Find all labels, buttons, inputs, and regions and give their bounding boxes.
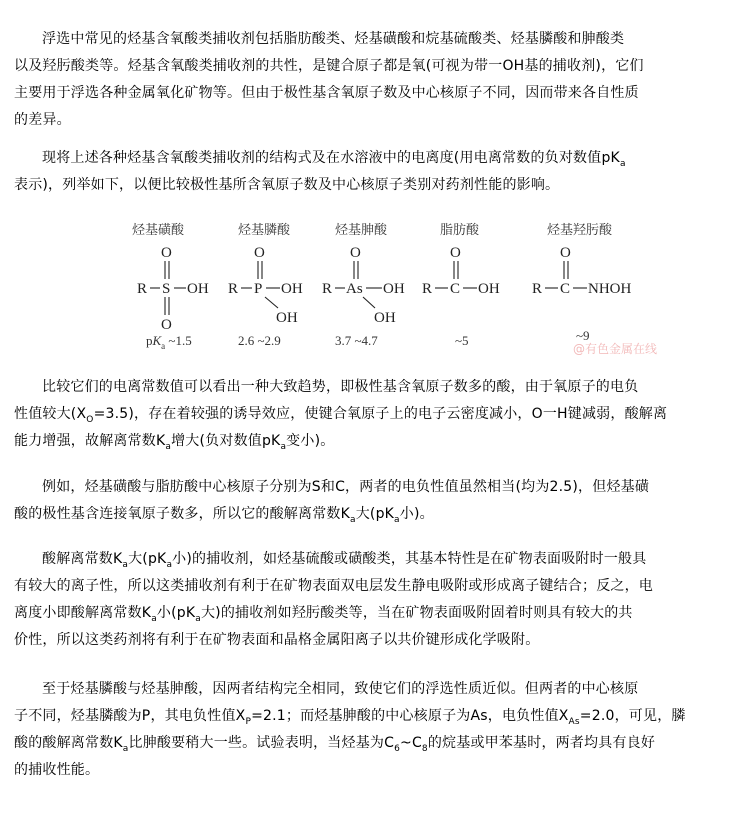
subscript: a (394, 515, 400, 525)
compound-name-arsonic: 烃基胂酸 (335, 223, 388, 238)
text-line: 的差异。 (14, 112, 71, 128)
subscript: a (280, 442, 287, 452)
text-line: 比较它们的电离常数值可以看出一种大致趋势，即极性基含氧原子数多的酸，由于氧原子的电负 (42, 379, 639, 395)
text-span: 现将上述各种烃基含氧酸类捕收剂的结构式及在水溶液中的电离度(用电离常数的负对数值pK (42, 150, 620, 166)
compound-name-fatty-acid: 脂肪酸 (440, 223, 480, 238)
svg-text:As: As (346, 281, 363, 297)
svg-text:R: R (228, 281, 239, 297)
pka-hydroxamic: ~9 (576, 328, 590, 343)
paragraph-intro (14, 26, 714, 134)
svg-text:R: R (322, 281, 333, 297)
text-span: ~C (400, 735, 422, 751)
text-span: =3.5)，存在着较强的诱导效应，使键合氧原子上的电子云密度减小，O一H键减弱，酸解离 (93, 406, 668, 422)
text-span: 比胂酸要稍大一些。试验表明，当烃基为C (128, 735, 395, 751)
text-line (14, 401, 714, 428)
text-span: 酸的极性基含连接氧原子数多，所以它的酸解离常数K (14, 506, 350, 522)
subscript: a (161, 341, 166, 351)
subscript: 8 (421, 744, 428, 754)
svg-text:C: C (450, 281, 461, 297)
text-span: 变小)。 (286, 433, 335, 449)
text-line (14, 703, 714, 730)
text-line: 浮选中常见的烃基含氧酸类捕收剂包括脂肪酸类、烃基磺酸和烷基硫酸类、烃基膦酸和胂酸类 (42, 31, 625, 47)
text-line: 的捕收性能。 (14, 762, 100, 778)
structural-formulas-figure (120, 215, 660, 360)
subscript: a (122, 744, 129, 754)
watermark: @有色金属在线 (573, 342, 658, 356)
svg-text:OH: OH (187, 281, 209, 297)
pka-sulfonic (146, 333, 192, 349)
paragraph-listing-intro (14, 145, 714, 199)
text-span: 子不同，烃基膦酸为P，其电负性值X (14, 708, 246, 724)
text-line: 有较大的离子性，所以这类捕收剂有利于在矿物表面双电层发生静电吸附或形成离子键结合；反之，电 (14, 578, 653, 594)
svg-text:R: R (137, 281, 148, 297)
text-span: =2.0，可见，膦 (579, 708, 686, 724)
subscript: a (151, 614, 157, 624)
text-span: 酸的酸解离常数K (14, 735, 123, 751)
text-span: 增大(负对数值pK (171, 433, 281, 449)
text-line (14, 730, 714, 757)
svg-text:O: O (560, 245, 571, 261)
subscript: a (619, 159, 626, 169)
svg-text:O: O (450, 245, 461, 261)
svg-text:OH: OH (276, 310, 298, 326)
svg-text:OH: OH (374, 310, 396, 326)
svg-text:R: R (532, 281, 543, 297)
text-line (14, 428, 714, 455)
text-line: 主要用于浮选各种金属氧化矿物等。但由于极性基含氧原子数及中心核原子不同，因而带来各自性质 (14, 85, 639, 101)
subscript: As (568, 717, 580, 727)
text-span: 大(pK (128, 551, 167, 567)
pka-phosphonic: 2.6 ~2.9 (238, 333, 281, 348)
pka-arsonic: 3.7 ~4.7 (335, 333, 378, 348)
svg-text:NHOH: NHOH (588, 281, 632, 297)
svg-text:R: R (422, 281, 433, 297)
subscript: a (122, 560, 129, 570)
svg-text:S: S (162, 281, 171, 297)
text-span: 小(pK (156, 605, 196, 621)
text-line: 例如，烃基磺酸与脂肪酸中心核原子分别为S和C，两者的电负性值虽然相当(均为2.5)，但烃基磺 (42, 479, 650, 495)
compound-name-hydroxamic: 烃基羟肟酸 (547, 223, 613, 238)
paragraph-phosphonic-arsonic (14, 676, 714, 784)
text-line: 至于烃基膦酸与烃基胂酸，因两者结构完全相同，致使它们的浮选性质近似。但两者的中心核原 (42, 681, 639, 697)
paragraph-trend (14, 374, 714, 455)
text-line (14, 501, 714, 528)
svg-text:O: O (161, 245, 172, 261)
svg-text:OH: OH (383, 281, 405, 297)
paragraph-example (14, 474, 714, 528)
svg-text:C: C (560, 281, 571, 297)
text-line (14, 145, 714, 172)
text-span: =2.1；而烃基胂酸的中心核原子为As，电负性值X (251, 708, 569, 724)
compound-name-sulfonic: 烃基磺酸 (132, 223, 185, 238)
text-span: 大)的捕收剂如羟肟酸类等，当在矿物表面吸附固着时则具有较大的共 (200, 605, 633, 621)
subscript: 6 (394, 744, 401, 754)
text-line (14, 546, 714, 573)
subscript: a (349, 515, 356, 525)
text-span: 大(pK (355, 506, 395, 522)
text-span: 性值较大(X (14, 406, 87, 422)
subscript: P (245, 717, 252, 727)
text-span: 酸解离常数K (42, 551, 123, 567)
svg-text:O: O (350, 245, 361, 261)
subscript: a (166, 560, 173, 570)
pka-k: K (152, 333, 162, 348)
pka-value: ~1.5 (165, 333, 192, 348)
subscript: O (86, 415, 94, 425)
text-span: 离度小即酸解离常数K (14, 605, 152, 621)
text-span: 小)。 (399, 506, 434, 522)
pka-fatty-acid: ~5 (455, 333, 469, 348)
svg-text:OH: OH (478, 281, 500, 297)
text-line: 表示)，列举如下，以便比较极性基所含氧原子数及中心核原子类别对药剂性能的影响。 (14, 177, 560, 193)
text-span: 小)的捕收剂，如烃基硫酸或磺酸类，其基本特性是在矿物表面吸附时一般具 (172, 551, 647, 567)
svg-text:OH: OH (281, 281, 303, 297)
subscript: a (195, 614, 201, 624)
svg-text:O: O (161, 317, 172, 333)
compound-name-phosphonic: 烃基膦酸 (238, 223, 291, 238)
pka-prefix: p (146, 333, 153, 348)
text-line (14, 600, 714, 627)
subscript: a (165, 442, 172, 452)
text-line: 价性，所以这类药剂将有利于在矿物表面和晶格金属阳离子以共价键形成化学吸附。 (14, 632, 540, 648)
text-span: 能力增强，故解离常数K (14, 433, 166, 449)
svg-text:O: O (254, 245, 265, 261)
paragraph-ionic-covalent (14, 546, 714, 654)
text-line: 以及羟肟酸类等。烃基含氧酸类捕收剂的共性，是键合原子都是氧(可视为带一OH基的捕收剂)，它们 (14, 58, 644, 74)
svg-text:P: P (254, 281, 263, 297)
text-span: 的烷基或甲苯基时，两者均具有良好 (427, 735, 656, 751)
